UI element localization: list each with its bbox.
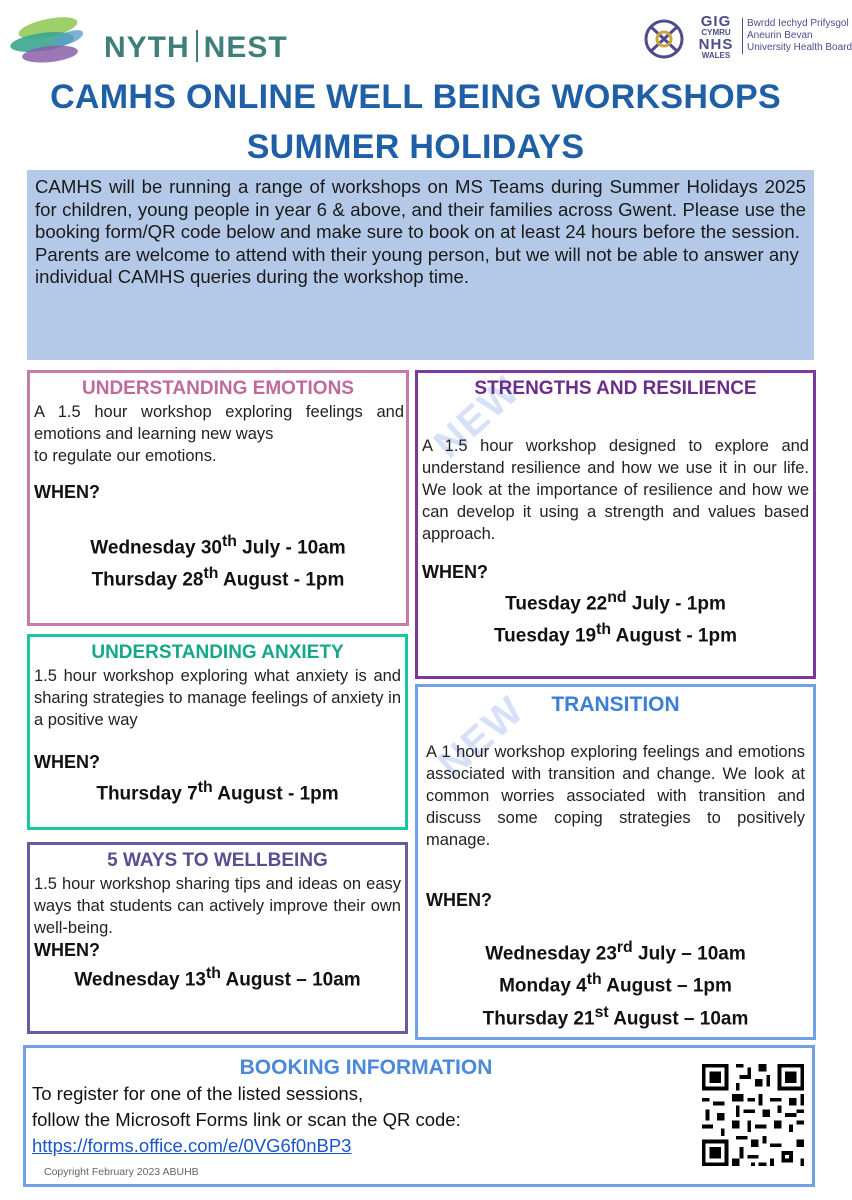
workshop-card-anxiety bbox=[27, 634, 408, 830]
workshop-description: A 1.5 hour workshop designed to explore and understand resilience and how we use it in our life. We look at the importance of resilience and how we can develop it using a strength and values based approach. bbox=[422, 437, 809, 543]
nyth-nest-logo bbox=[8, 12, 288, 72]
nyth-nest-wordmark: NYTH NEST bbox=[104, 31, 288, 64]
health-board-crest-icon bbox=[640, 14, 688, 64]
health-board-name: Bwrdd Iechyd Prifysgol Aneurin Bevan University Health Board bbox=[742, 18, 852, 54]
when-label: WHEN? bbox=[426, 890, 492, 910]
page-title-line-2: SUMMER HOLIDAYS bbox=[246, 128, 585, 166]
session-date: Thursday 21st August – 10am bbox=[482, 1003, 749, 1029]
booking-title: BOOKING INFORMATION bbox=[239, 1056, 493, 1079]
when-label: WHEN? bbox=[34, 752, 100, 772]
when-label: WHEN? bbox=[422, 562, 488, 582]
when-label: WHEN? bbox=[34, 482, 100, 502]
workshop-title: UNDERSTANDING ANXIETY bbox=[91, 642, 344, 663]
when-label: WHEN? bbox=[34, 940, 100, 960]
booking-panel bbox=[23, 1045, 815, 1187]
nhs-wales-logo bbox=[640, 12, 852, 66]
intro-paragraph-2: Parents are welcome to attend with their young person, but we will not be able to answer any individual CAMHS queries during the workshop time. bbox=[35, 243, 799, 288]
new-badge: NEW bbox=[425, 367, 529, 467]
workshop-card-emotions bbox=[27, 370, 409, 626]
booking-instructions-line-2: follow the Microsoft Forms link or scan the QR code: bbox=[32, 1109, 461, 1130]
workshop-description: 1.5 hour workshop exploring what anxiety is and sharing strategies to manage feelings of anxiety in a positive way bbox=[34, 667, 401, 729]
booking-form-link[interactable]: https://forms.office.com/e/0VG6f0nBP3 bbox=[32, 1135, 352, 1156]
session-date: Wednesday 13th August – 10am bbox=[74, 965, 361, 991]
workshop-title: TRANSITION bbox=[551, 693, 680, 716]
session-date: Tuesday 19th August - 1pm bbox=[493, 621, 737, 647]
workshop-card-strengths bbox=[415, 367, 816, 679]
intro-paragraph-1: CAMHS will be running a range of workshops on MS Teams during Summer Holidays 2025 for children, young people in year 6 & above, and their families across Gwent. Please use the booking form/QR code below and make sure to book on at least 24 hours before the session. bbox=[35, 176, 806, 243]
workshop-card-wellbeing bbox=[27, 842, 408, 1034]
copyright-notice: Copyright February 2023 ABUHB bbox=[44, 1166, 199, 1178]
workshop-description: A 1.5 hour workshop exploring feelings and emotions and learning new ways to regulate our emotions. bbox=[34, 403, 404, 465]
workshop-card-transition bbox=[415, 684, 816, 1040]
workshop-title: UNDERSTANDING EMOTIONS bbox=[82, 378, 354, 399]
workshop-description: 1.5 hour workshop sharing tips and ideas on easy ways that students can actively improve their own well-being. bbox=[34, 875, 401, 937]
new-badge: NEW bbox=[429, 687, 533, 787]
session-date: Monday 4th August – 1pm bbox=[499, 971, 732, 997]
session-date: Wednesday 23rd July – 10am bbox=[485, 939, 746, 965]
qr-code-icon[interactable] bbox=[698, 1060, 808, 1170]
workshop-title: 5 WAYS TO WELLBEING bbox=[107, 850, 328, 871]
session-date: Wednesday 30th July - 10am bbox=[90, 533, 346, 559]
booking-instructions-line-1: To register for one of the listed sessions, bbox=[32, 1083, 364, 1104]
session-date: Tuesday 22nd July - 1pm bbox=[505, 589, 726, 615]
session-date: Thursday 28th August - 1pm bbox=[91, 565, 345, 591]
intro-panel bbox=[27, 170, 814, 360]
gig-cymru-nhs-wales-mark: GIG CYMRU NHS WALES bbox=[698, 13, 734, 60]
page-title-line-1: CAMHS ONLINE WELL BEING WORKSHOPS bbox=[50, 78, 781, 116]
nest-leaves-icon bbox=[8, 12, 100, 68]
workshop-description: A 1 hour workshop exploring feelings and emotions associated with transition and change. We look at common worries associated with transition and discuss some coping strategies to positively manage. bbox=[426, 743, 805, 849]
workshop-title: STRENGTHS AND RESILIENCE bbox=[474, 378, 757, 399]
session-date: Thursday 7th August - 1pm bbox=[96, 779, 339, 805]
